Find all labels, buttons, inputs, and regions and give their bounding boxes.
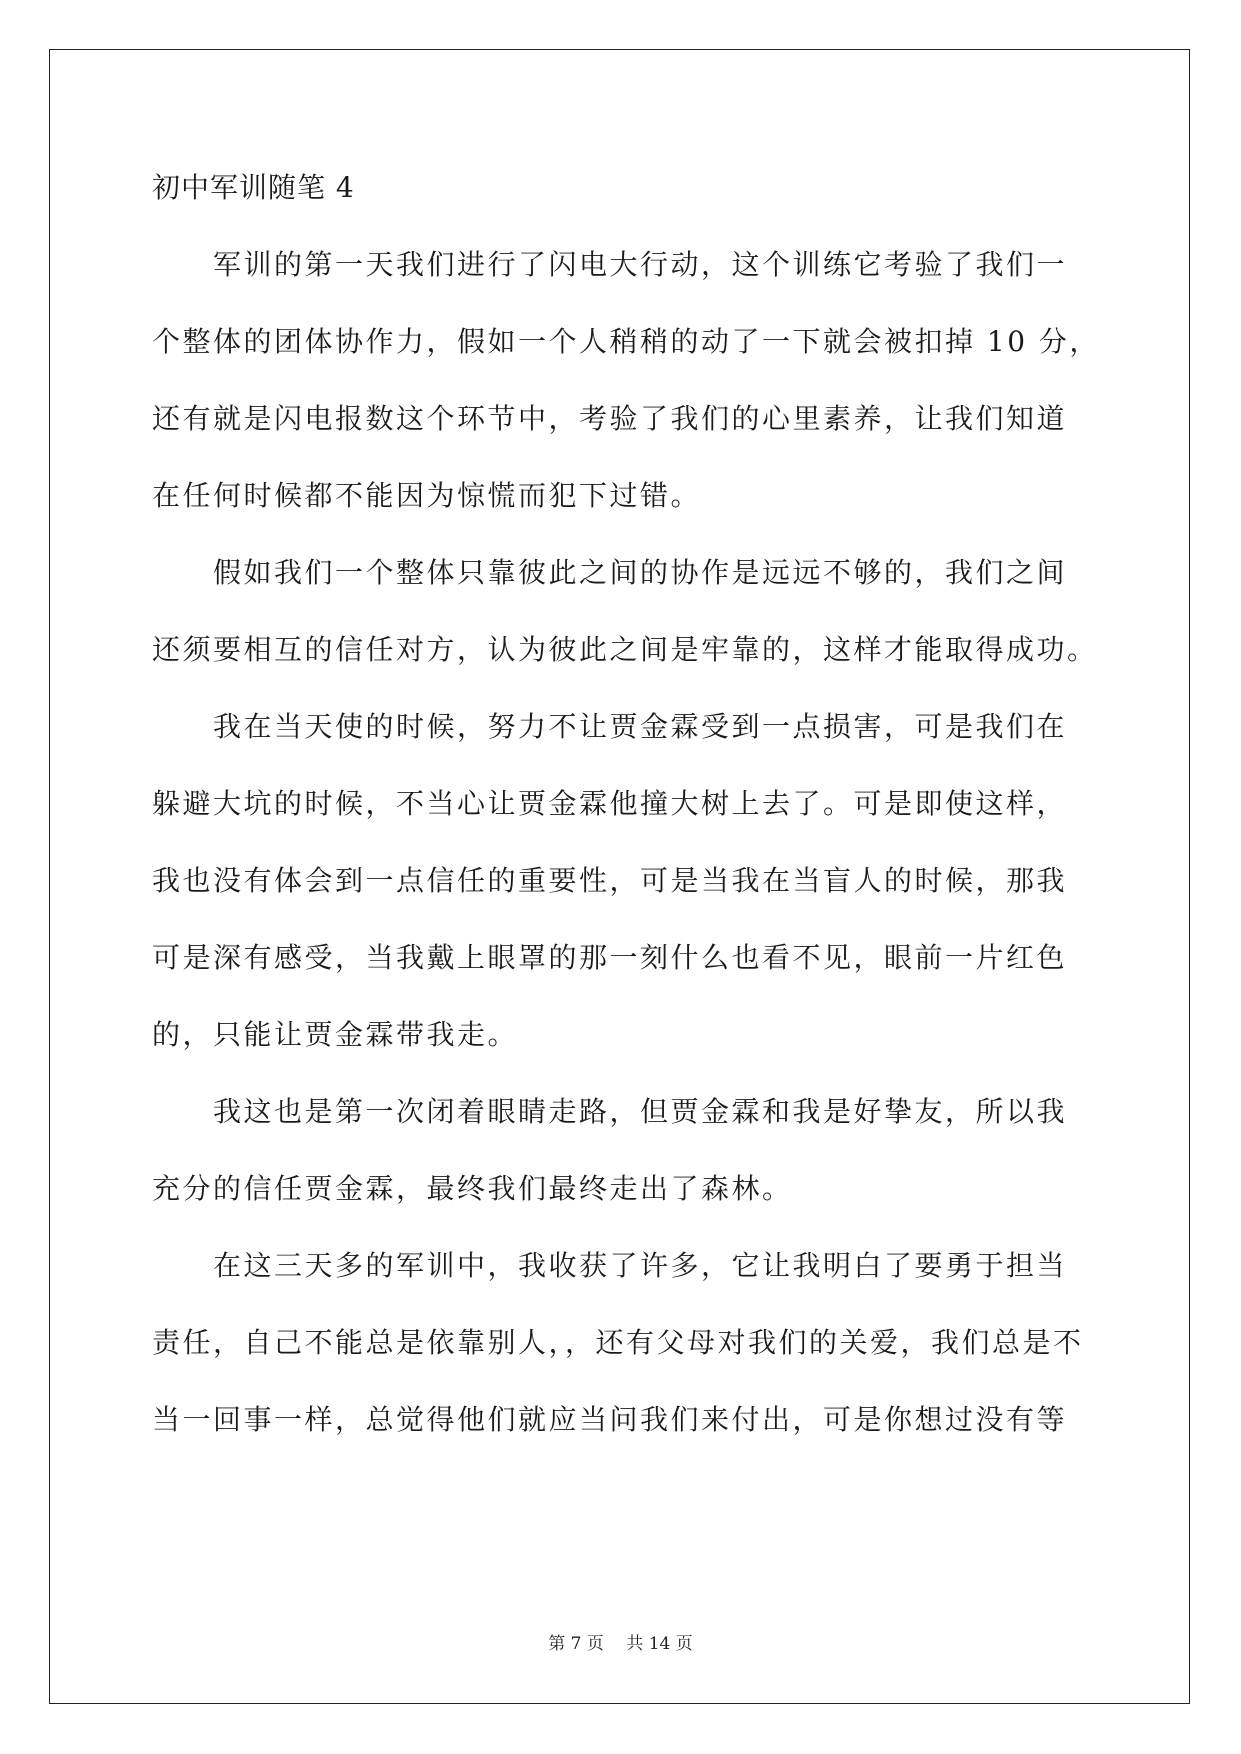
page-footer (0, 1632, 1241, 1656)
document-title: 初中军训随笔 4 (152, 171, 355, 204)
document-body (152, 166, 1100, 1475)
text-line: 我也没有体会到一点信任的重要性，可是当我在当盲人的时候，那我 (152, 864, 1068, 897)
text-line: 责任，自己不能总是依靠别人，，还有父母对我们的关爱，我们总是不 (152, 1326, 1084, 1359)
text-line: 充分的信任贾金霖，最终我们最终走出了森林。 (152, 1172, 793, 1205)
text-line: 假如我们一个整体只靠彼此之间的协作是远远不够的，我们之间 (152, 556, 1068, 589)
text-line: 的，只能让贾金霖带我走。 (152, 1018, 519, 1051)
text-line: 还须要相互的信任对方，认为彼此之间是牢靠的，这样才能取得成功。 (152, 633, 1098, 666)
text-line: 躲避大坑的时候，不当心让贾金霖他撞大树上去了。可是即使这样， (152, 787, 1068, 820)
paragraph (152, 1090, 1090, 1244)
text-line: 我这也是第一次闭着眼睛走路，但贾金霖和我是好挚友，所以我 (152, 1095, 1068, 1128)
text-line: 我在当天使的时候，努力不让贾金霖受到一点损害，可是我们在 (152, 710, 1068, 743)
text-line: 当一回事一样，总觉得他们就应当问我们来付出，可是你想过没有等 (152, 1403, 1068, 1436)
text-line: 在这三天多的军训中，我收获了许多，它让我明白了要勇于担当 (152, 1249, 1068, 1282)
text-line: 在任何时候都不能因为惊慌而犯下过错。 (152, 479, 702, 512)
text-line: 还有就是闪电报数这个环节中，考验了我们的心里素养，让我们知道 (152, 402, 1068, 435)
text-line: 可是深有感受，当我戴上眼罩的那一刻什么也看不见，眼前一片红色 (152, 941, 1068, 974)
paragraph (152, 243, 1100, 551)
text-line: 个整体的团体协作力，假如一个人稍稍的动了一下就会被扣掉 10 分， (152, 325, 1100, 358)
paragraph (152, 551, 1098, 705)
page-number: 第 7 页 共 14 页 (548, 1634, 693, 1654)
paragraph (152, 1244, 1090, 1475)
paragraph (152, 705, 1090, 1090)
text-line: 军训的第一天我们进行了闪电大行动，这个训练它考验了我们一 (152, 248, 1068, 281)
